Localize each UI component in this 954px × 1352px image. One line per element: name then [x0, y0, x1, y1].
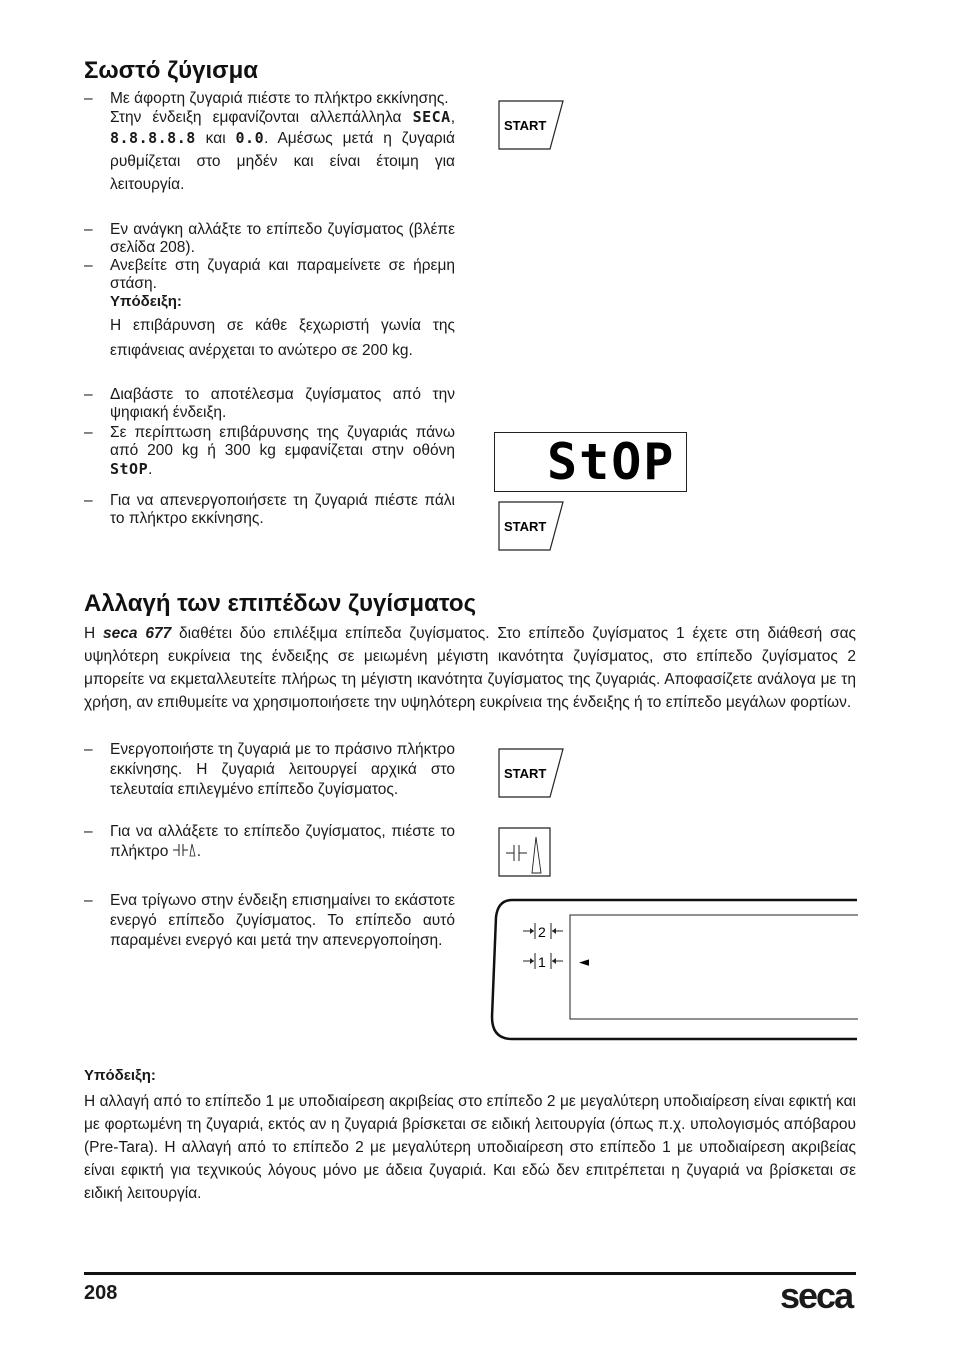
range-2-label: 2: [538, 924, 546, 940]
display-zero-readout: 0.0: [235, 129, 265, 147]
note-heading: Υπόδειξη:: [84, 1067, 156, 1084]
list-item-text: Ενα τρίγωνο στην ένδειξη επισημαίνει το εκάστοτε ενεργό επίπεδο ζυγίσματος. Το επίπεδο αυτό παραμένει ενεργό και μετά την απενεργοποίηση.: [110, 892, 455, 949]
section-title-correct-weighing: Σωστό ζύγισμα: [84, 57, 259, 84]
list-item-text: . Αμέσως μετά η ζυγαριά ρυθμίζεται στο μηδέν και είναι έτοιμη για λειτουργία.: [110, 130, 455, 193]
list-item: [84, 492, 455, 528]
bullet-dash: –: [84, 90, 93, 107]
model-name: seca 677: [103, 625, 172, 642]
active-range-indicator: ◄: [579, 955, 589, 970]
bullet-dash: –: [84, 257, 93, 274]
seca-logo: seca: [780, 1275, 853, 1316]
intro-text: Η: [84, 625, 96, 642]
page-number: 208: [84, 1282, 118, 1304]
bullet-dash: –: [84, 221, 93, 238]
start-button[interactable]: [498, 501, 564, 551]
stop-display-graphic: [495, 433, 686, 491]
footer-rule: [84, 1272, 856, 1275]
range-display-panel: [490, 897, 858, 1042]
list-item-text: Για να αλλάξετε το επίπεδο ζυγίσματος, πιέστε το πλήκτρο: [110, 823, 455, 860]
list-item: [84, 257, 455, 363]
note-text: Η επιβάρυνση σε κάθε ξεχωριστή γωνία της επιφάνειας ανέρχεται το ανώτερο σε 200 kg.: [110, 317, 455, 359]
lcd-display: [494, 432, 687, 492]
display-test-readout: 8.8.8.8.8: [110, 129, 196, 147]
note-heading: Υπόδειξη:: [110, 293, 182, 310]
list-item-text: .: [196, 843, 201, 860]
list-item-text: Ενεργοποιήστε τη ζυγαριά με το πράσινο πλήκτρο εκκίνησης. Η ζυγαριά λειτουργεί αρχικά στο τελευταία επιλεγμένο επίπεδο ζυγίσματος.: [110, 741, 455, 798]
list-item-text: Για να απενεργοποιήσετε τη ζυγαριά πιέστε πάλι το πλήκτρο εκκίνησης.: [110, 492, 455, 527]
list-item: [84, 822, 455, 862]
list-item-text: Διαβάστε το αποτέλεσμα ζυγίσματος από την ψηφιακή ένδειξη.: [110, 386, 455, 421]
intro-paragraph: [84, 622, 856, 714]
intro-text: διαθέτει δύο επιλέξιμα επίπεδα ζυγίσματος. Στο επίπεδο ζυγίσματος 1 έχετε στη διάθεσή σας υψηλότερη ευκρίνεια της ένδειξης σε μειωμένη μέγιστη ικανότητα ζυγίσματος, στο επίπεδο ζυγίσματος 2 μπορείτε να εκμεταλλευτείτε πλήρως τη μέγιστη ικανότητα ζυγίσματος της ζυγαριάς. Αποφασίζετε ανάλογα με τη χρήση, αν επιθυμείτε να χρησιμοποιήσετε την υψηλότερη ευκρίνεια της ένδειξης ή το επίπεδο μεγάλων φορτίων.: [84, 625, 857, 711]
start-button-label: START: [504, 118, 547, 133]
list-item-text: Σε περίπτωση επιβάρυνσης της ζυγαριάς πάνω από 200 kg ή 300 kg εμφανίζεται στην οθόνη: [110, 424, 455, 459]
section-title-change-levels: Αλλαγή των επιπέδων ζυγίσματος: [84, 590, 477, 617]
bullet-dash: –: [84, 386, 93, 403]
list-item-text: Στην ένδειξη εμφανίζονται αλλεπάλληλα: [110, 109, 402, 126]
lcd-readout: StOP: [547, 433, 676, 491]
bullet-dash: –: [84, 741, 93, 758]
list-item: [84, 386, 455, 422]
list-item: [84, 891, 455, 951]
list-item-text: Με άφορτη ζυγαριά πιέστε το πλήκτρο εκκίνησης.: [110, 90, 449, 107]
bullet-dash: –: [84, 823, 93, 840]
display-seca-readout: SECA: [412, 108, 451, 126]
list-item: – Με άφορτη ζυγαριά πιέστε το πλήκτρο εκκίνησης. Στην ένδειξη εμφανίζονται αλλεπάλληλα SECA, 8.8.8.8.8 και 0.0. Αμέσως μετά η ζυγαριά ρυθμίζεται στο μηδέν και είναι έτοιμη για λειτουργία.: [84, 90, 455, 193]
range-key-icon: [173, 842, 197, 858]
start-button[interactable]: [498, 748, 564, 798]
list-item: [84, 424, 455, 479]
start-button-label: START: [504, 766, 547, 781]
start-button-label: START: [504, 519, 547, 534]
range-1-label: 1: [538, 954, 546, 970]
list-item-text: .: [148, 461, 153, 478]
bullet-dash: –: [84, 892, 93, 909]
note-text: Η αλλαγή από το επίπεδο 1 με υποδιαίρεση ακριβείας στο επίπεδο 2 με μεγαλύτερη υποδιαίρεση είναι εφικτή και με φορτωμένη τη ζυγαριά, εκτός αν η ζυγαριά βρίσκεται σε ειδική λειτουργία (όπως π.χ. υπολογισμός απόβαρου (Pre-Tara). Η αλλαγή από το επίπεδο 2 με μεγαλύτερη υποδιαίρεση στο επίπεδο 1 με υποδιαίρεση ακριβείας είναι εφικτή για τεχνικούς λόγους μόνο με άδεια ζυγαριά. Και εδώ δεν επιτρέπεται η ζυγαριά να βρίσκεται σε ειδική λειτουργία.: [84, 1093, 856, 1202]
display-stop-readout: StOP: [110, 460, 149, 478]
bullet-dash: –: [84, 424, 93, 441]
range-key-button[interactable]: [498, 827, 564, 877]
bullet-dash: –: [84, 492, 93, 509]
list-item: [84, 740, 455, 800]
list-item: [84, 221, 455, 257]
note-block: [84, 1064, 856, 1205]
list-item-text: Εν ανάγκη αλλάξτε το επίπεδο ζυγίσματος (βλέπε σελίδα 208).: [110, 221, 455, 256]
conjunction-text: και: [205, 130, 226, 147]
start-button[interactable]: [498, 100, 564, 150]
list-item-text: Ανεβείτε στη ζυγαριά και παραμείνετε σε ήρεμη στάση.: [110, 257, 455, 292]
